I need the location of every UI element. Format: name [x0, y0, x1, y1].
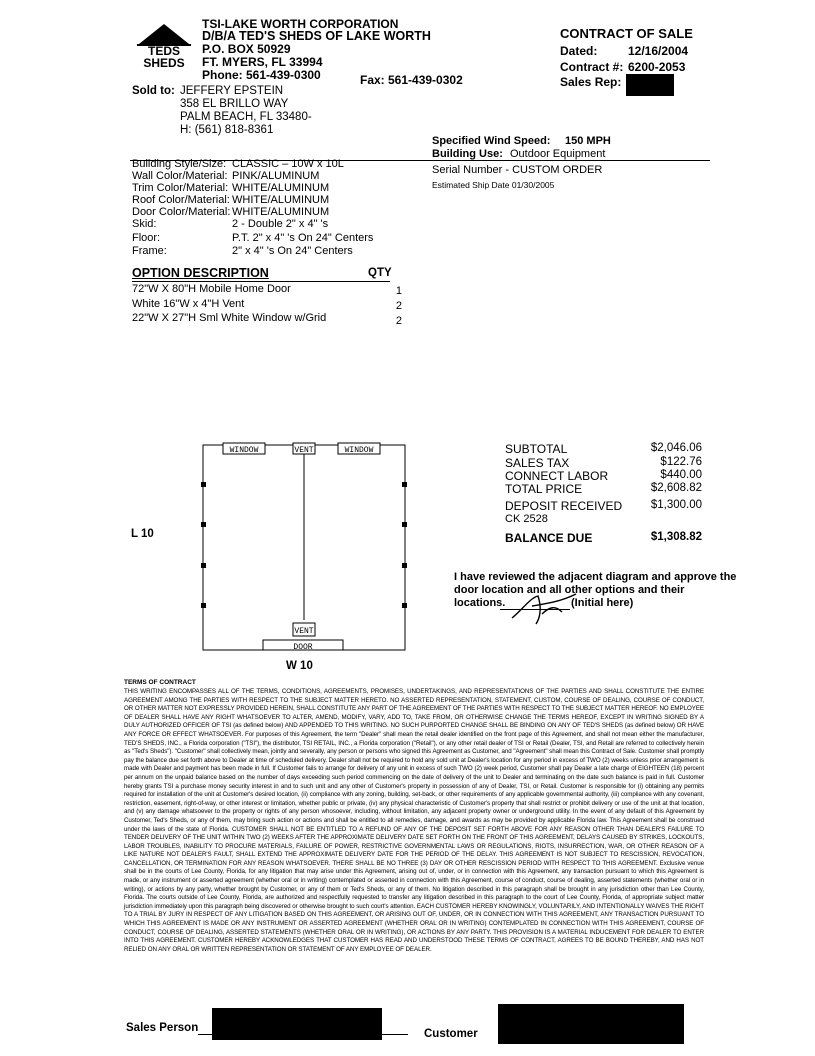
- company-phone: Phone: 561-439-0300: [202, 68, 321, 82]
- building-use-value: Outdoor Equipment: [510, 148, 606, 160]
- vent-bottom-label: VENT: [294, 627, 314, 636]
- company-po-box: P.O. BOX 50929: [202, 42, 291, 56]
- dated-label: Dated:: [560, 44, 598, 58]
- sales-person-label: Sales Person: [126, 1022, 199, 1034]
- window-left-label: WINDOW: [229, 446, 259, 455]
- plan-width-label: W 10: [286, 660, 313, 672]
- spec-value-4: WHITE/ALUMINUM: [232, 206, 330, 218]
- company-name-line1: TSI-LAKE WORTH CORPORATION: [202, 17, 399, 31]
- serial-number: Serial Number - CUSTOM ORDER: [432, 164, 603, 176]
- option-desc-2: 22"W X 27"H Sml White Window w/Grid: [132, 312, 327, 324]
- options-underline: [132, 281, 390, 282]
- options-header-desc: OPTION DESCRIPTION: [132, 266, 269, 280]
- contract-number-value: 6200-2053: [628, 60, 686, 74]
- spec-label-3: Roof Color/Material:: [132, 194, 230, 206]
- customer-signature-redaction: [498, 1004, 684, 1044]
- customer-address2: PALM BEACH, FL 33480-: [180, 111, 312, 123]
- wind-speed-value: 150 MPH: [565, 135, 611, 147]
- spec-label-7: Frame:: [132, 245, 167, 257]
- company-city: FT. MYERS, FL 33994: [202, 55, 323, 69]
- plan-length-label: L 10: [131, 528, 154, 540]
- spec-label-6: Floor:: [132, 232, 161, 244]
- initial-signature-icon: [508, 588, 580, 628]
- total-price-value: $2,608.82: [650, 482, 702, 494]
- sales-tax-value: $122.76: [660, 456, 702, 468]
- spec-value-1: PINK/ALUMINUM: [232, 170, 320, 182]
- spec-value-0: CLASSIC – 10W x 10L: [232, 158, 344, 170]
- logo-text-top: TEDS: [147, 44, 181, 58]
- option-qty-1: 2: [395, 300, 402, 312]
- terms-title: TERMS OF CONTRACT: [124, 679, 196, 686]
- company-name-line2: D/B/A TED'S SHEDS OF LAKE WORTH: [202, 29, 431, 43]
- sold-to-label: Sold to:: [132, 85, 175, 97]
- customer-label: Customer: [424, 1028, 478, 1040]
- contract-number-label: Contract #:: [560, 60, 624, 74]
- approval-line3: locations.: [454, 597, 506, 609]
- sales-rep-redaction: [626, 74, 674, 96]
- spec-value-3: WHITE/ALUMINUM: [232, 194, 330, 206]
- approval-initial: (Initial here): [571, 597, 634, 609]
- check-number: CK 2528: [505, 513, 548, 525]
- option-qty-0: 1: [395, 285, 402, 297]
- balance-due-label: BALANCE DUE: [505, 531, 593, 545]
- approval-line1: I have reviewed the adjacent diagram and approve the: [454, 571, 737, 583]
- customer-address1: 358 EL BRILLO WAY: [180, 98, 289, 110]
- option-desc-1: White 16"W x 4"H Vent: [132, 298, 245, 310]
- spec-label-4: Door Color/Material:: [132, 206, 231, 218]
- balance-due-value: $1,308.82: [650, 531, 702, 543]
- ship-date: Estimated Ship Date 01/30/2005: [432, 180, 555, 190]
- approval-line2: door location and all other options and their: [454, 584, 685, 596]
- customer-phone: H: (561) 818-8361: [180, 124, 274, 136]
- dated-value: 12/16/2004: [628, 44, 689, 58]
- total-price-label: TOTAL PRICE: [505, 482, 583, 496]
- company-fax: Fax: 561-439-0302: [360, 73, 463, 87]
- floor-plan-diagram: [195, 440, 420, 665]
- building-use-label: Building Use:: [432, 148, 503, 160]
- vent-top-label: VENT: [294, 446, 314, 455]
- spec-label-5: Skid:: [132, 218, 157, 230]
- contract-title: CONTRACT OF SALE: [560, 26, 693, 41]
- sales-person-signature-redaction: [212, 1008, 382, 1040]
- sales-rep-label: Sales Rep:: [560, 75, 622, 89]
- sales-tax-label: SALES TAX: [505, 456, 570, 470]
- spec-label-0: Building Style/Size:: [132, 158, 227, 170]
- customer-name: JEFFERY EPSTEIN: [180, 85, 284, 97]
- subtotal-value: $2,046.06: [650, 442, 702, 454]
- deposit-value: $1,300.00: [650, 499, 702, 511]
- option-desc-0: 72"W X 80"H Mobile Home Door: [132, 283, 291, 295]
- spec-label-1: Wall Color/Material:: [132, 170, 228, 182]
- wind-speed-label: Specified Wind Speed:: [432, 135, 551, 147]
- spec-value-5: 2 - Double 2" x 4" 's: [232, 218, 329, 230]
- spec-label-2: Trim Color/Material:: [132, 182, 229, 194]
- terms-body: THIS WRITING ENCOMPASSES ALL OF THE TERMS, CONDITIONS, AGREEMENTS, PROMISES, UNDERTAKINGS, AND REPRESENTATIONS OF THE PARTIES AND SHALL CONSTITUTE THE ENTIRE AGREEMENT AMONG THE PARTIES WITH RESPECT TO THE SUBJECT MATTER HERETO. NO ASSERTED REPRESENTATION, STATEMENT, CUSTOM, COURSE OF DEALING, COURSE OF CONDUCT, OR OTHER MATTER NOT EXPRESSLY PROVIDED HEREIN, SHALL CONSTITUTE ANY PART OF THE AGREEMENT OF THE PARTIES WITH RESPECT TO THE SUBJECT MATTER HEREOF. NO EMPLOYEE OF DEALER SHALL HAVE ANY RIGHT WHATSOEVER TO ALTER, AMEND, MODIFY, VARY, ADD TO, TAKE FROM, OR OTHERWISE CHANGE THE TERMS HEREOF, EXCEPT IN WRITING SIGNED BY A DULY AUTHORIZED OFFICER OF TSI (as defined below) AND APPENDED TO THIS WRITING. NO SUCH PURPORTED CHANGE SHALL BE BINDING ON ANY OF TED'S SHEDS (as defined below) OR HAVE ANY FORCE OR EFFECT WHATSOEVER. For purposes of this Agreement, the term "Dealer" shall mean the retail dealer identified on the front page of this Agreement, and shall not mean either the manufacturer, TED'S SHEDS, INC., a Florida corporation ("TSI"), the distributor, TSI RETAIL, INC., a Florida corporation ("Retail"), or any other retail dealer of TSI or Retail (Dealer, TSI, and Retail are referred to collectively herein as "Ted's Sheds"). "Customer" shall collectively mean, jointly and severally, any person or persons who signed this Agreement as Customer, and "Agreement" shall mean this Contract of Sale. Customer shall promptly pay the balance due set forth above to Dealer at time of scheduled delivery. Dealer shall not be required to hold any sold unit at Dealer's location for any period in excess of TWO (2) weeks unless prior arrangement is made with Dealer and payment has been made in full. If Customer fails to arrange for delivery of any unit in excess of such TWO (2) week period, Customer shall pay Dealer a late charge of EIGHTEEN (18) percent per annum on the unpaid balance based on the number of days exceeding such period commencing on the date of delivery of the unit to Dealer and terminating on the date such balance is paid in full. Customer hereby grants TSI a purchase money security interest in and to such unit and any other of Customer's property in possession of any of Dealer, TSI, or Retail. Customer is responsible for (i) obtaining any permits required for installation of the unit at Customer's desired location, (ii) compliance with any zoning, building, set-back, or other requirements of any applicable governmental authority, (iii) compliance with any covenant, restriction, easement, right-of-way, or other interest or limitation, whether public or private, (iv) any physical characteristic of Customer's property that shall restrict or prohibit delivery or use of the unit at that location, and (v) any damage whatsoever to the property or rights of any person whosoever, including, without limitation, any adjacent property owner or underground utility. In the event of any default of this Agreement by Customer, Ted's Sheds, or any of them, may bring such action or actions and shall be entitled to all remedies, damage, and awards as may be provided by applicable Florida law. This Agreement shall be construed under the laws of the state of Florida. CUSTOMER SHALL NOT BE ENTITLED TO A REFUND OF ANY OF THE DEPOSIT SET FORTH ABOVE FOR ANY REASON OTHER THAN DEALER'S FAILURE TO TENDER DELIVERY OF THE UNIT WITHIN TWO (2) WEEKS AFTER THE APPROXIMATE DELIVERY DATE SET FORTH ON THE FRONT OF THIS AGREEMENT, DELAYS CAUSED BY STRIKES, LOCKOUTS, LABOR TROUBLES, INABILITY TO PROCURE MATERIALS, FAILURE OF POWER, RESTRICTIVE GOVERNMENTAL LAWS OR REGULATIONS, RIOTS, INSURRECTION, WAR, OR OTHER REASON OF A LIKE NATURE NOT DEALER'S FAULT, SHALL EXTEND THE APPROXIMATE DELIVERY DATE FOR THE PERIOD OF THE DELAY. THIS AGREEMENT IS NOT SUBJECT TO RESCISSION, REVOCATION, CANCELLATION, OR TERMINATION FOR ANY REASON WHATSOEVER. THERE SHALL BE NO THREE (3) DAY OR OTHER RESCISSION PERIOD WITH RESPECT TO THIS AGREEMENT. Exclusive venue shall be in the courts of Lee County, Florida, for any litigation that may arise under this Agreement, arising out of, under, or in connection with this Agreement, any transaction pursuant to which this Agreement is made, or any instrument or asserted agreement (whether oral or in writing) contemplated or asserted in connection with this Agreement, course of conduct, course of dealing, asserted statements (whether oral or in writing), or actions by any party, whether brought by Customer, or any of them or Ted's Sheds, or any of them. No litigation described in this paragraph shall be brought in any jurisdiction other than Lee County, Florida. The courts outside of Lee County, Florida, are authorized and respectfully requested to transfer any litigation described in this paragraph to the court of Lee County, Florida, of appropriate subject matter jurisdiction immediately upon this paragraph being discovered or otherwise brought to such court's attention. EACH CUSTOMER HEREBY KNOWINGLY, VOLUNTARILY, AND INTENTIONALLY WAIVES THE RIGHT TO A TRIAL BY JURY IN RESPECT OF ANY LITIGATION BASED ON THIS AGREEMENT, OR ARISING OUT OF, UNDER, OR IN CONNECTION WITH THIS AGREEMENT, ANY TRANSACTION PURSUANT TO WHICH THIS AGREEMENT IS MADE OR ANY INSTRUMENT OR ASSERTED AGREEMENT (WHETHER ORAL OR IN WRITING) CONTEMPLATED IN CONNECTION WITH THIS AGREEMENT, COURSE OF CONDUCT, COURSE OF DEALING, ASSERTED STATEMENTS (WHETHER ORAL OR IN WRITING), OR ACTIONS BY ANY PARTY. THIS PROVISION IS A MATERIAL INDUCEMENT FOR DEALER TO ENTER INTO THIS AGREEMENT. CUSTOMER HEREBY ACKNOWLEDGES THAT CUSTOMER HAS READ AND UNDERSTOOD THESE TERMS OF CONTRACT, AGREES TO BE BOUND THEREBY, AND HAS NOT RELIED ON ANY ORAL OR WRITTEN REPRESENTATION OR STATEMENT OF ANY EMPLOYEE OF DEALER.: [124, 688, 704, 953]
- window-right-label: WINDOW: [344, 446, 374, 455]
- spec-value-7: 2" x 4" 's On 24" Centers: [232, 245, 353, 257]
- spec-value-2: WHITE/ALUMINUM: [232, 182, 330, 194]
- connect-labor-label: CONNECT LABOR: [505, 469, 609, 483]
- subtotal-label: SUBTOTAL: [505, 442, 568, 456]
- door-label: DOOR: [293, 643, 313, 652]
- option-qty-2: 2: [395, 315, 402, 327]
- options-header-qty: QTY: [368, 267, 392, 279]
- spec-value-6: P.T. 2" x 4" 's On 24" Centers: [232, 232, 374, 244]
- logo-text-bottom: SHEDS: [143, 56, 185, 69]
- connect-labor-value: $440.00: [660, 469, 702, 481]
- teds-sheds-logo: [133, 22, 195, 69]
- deposit-label: DEPOSIT RECEIVED: [505, 499, 623, 513]
